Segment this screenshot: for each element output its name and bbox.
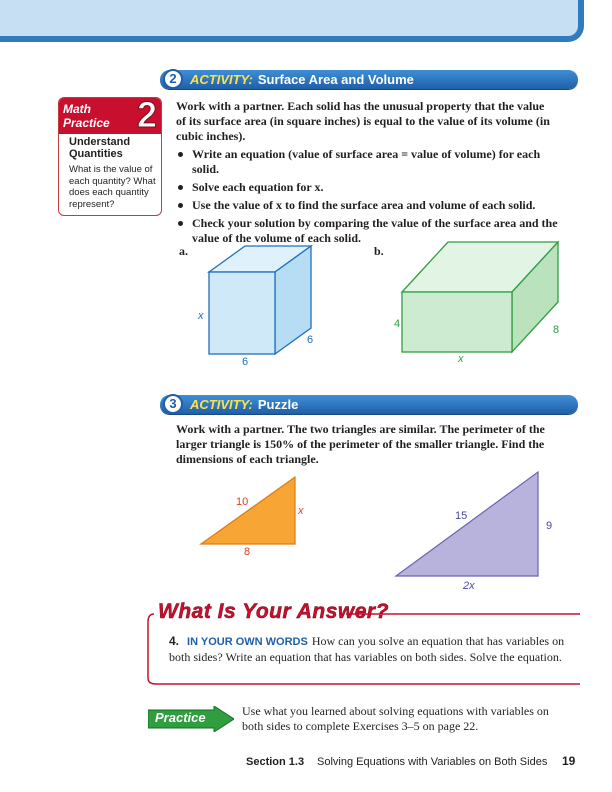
activity-3-keyword: ACTIVITY: bbox=[190, 397, 253, 412]
prism-figure bbox=[398, 236, 562, 360]
cube-front-face bbox=[209, 272, 275, 354]
activity-2-keyword: ACTIVITY: bbox=[190, 72, 253, 87]
activity-2-intro: Work with a partner. Each solid has the unusual property that the value of its surface area (in square inches) is equal to the value of its volume (in cubic inches). bbox=[176, 99, 550, 143]
top-banner bbox=[0, 0, 584, 42]
prism-width-label: x bbox=[458, 353, 464, 365]
page-number: 19 bbox=[562, 754, 576, 768]
activity-3-title bbox=[190, 395, 298, 414]
bullet-item: Solve each equation for x. bbox=[176, 180, 568, 195]
small-triangle-leg-label: x bbox=[298, 505, 304, 517]
prism-height-label: 4 bbox=[394, 318, 401, 330]
answer-lead: IN YOUR OWN WORDS bbox=[187, 636, 308, 648]
practice-label: Practice bbox=[155, 710, 206, 725]
answer-question bbox=[169, 634, 569, 665]
footer-section: Section 1.3 bbox=[246, 756, 305, 768]
math-practice-word1: Math bbox=[63, 102, 91, 116]
answer-heading: What Is Your Answer? bbox=[158, 600, 389, 623]
small-triangle bbox=[195, 474, 305, 548]
large-triangle bbox=[392, 470, 542, 578]
practice-text: Use what you learned about solving equations with variables on both sides to complete Exercises 3–5 on page 22. bbox=[242, 704, 549, 733]
activity-2-number: 2 bbox=[163, 69, 183, 89]
activity-2-bullets bbox=[176, 147, 568, 249]
activity-3-title-text: Puzzle bbox=[257, 397, 299, 412]
math-practice-subtitle: Understand Quantities bbox=[69, 136, 131, 160]
activity-2-title bbox=[190, 70, 414, 89]
large-triangle-leg-label: 9 bbox=[546, 520, 553, 532]
math-practice-box bbox=[58, 97, 162, 216]
answer-text: How can you solve an equation that has variables on both sides? Write an equation that has variables on both sides. Solve the equation. bbox=[169, 634, 565, 664]
activity-2-title-text: Surface Area and Volume bbox=[257, 72, 414, 87]
activity-3-intro: Work with a partner. The two triangles are similar. The perimeter of the larger triangle is 150% of the perimeter of the smaller triangle. Find the dimensions of each triangle. bbox=[176, 422, 545, 466]
footer-title: Solving Equations with Variables on Both Sides bbox=[317, 756, 548, 768]
cube-height-label: x bbox=[198, 310, 204, 322]
cube-depth-label: 6 bbox=[307, 334, 314, 346]
small-triangle-hypotenuse-label: 10 bbox=[236, 496, 249, 508]
math-practice-header bbox=[59, 98, 161, 134]
figure-a-label: a. bbox=[179, 244, 188, 258]
cube-width-label: 6 bbox=[242, 356, 249, 368]
large-triangle-hypotenuse-label: 15 bbox=[455, 510, 468, 522]
math-practice-question: What is the value of each quantity? What does each quantity represent? bbox=[69, 164, 156, 210]
prism-depth-label: 8 bbox=[553, 324, 560, 336]
prism-front-face bbox=[402, 292, 512, 352]
answer-number: 4. bbox=[169, 634, 180, 648]
math-practice-number: 2 bbox=[136, 97, 157, 135]
bullet-item: Check your solution by comparing the value of the surface area and the value of the volume of each solid. bbox=[176, 216, 568, 246]
large-triangle-base-label: 2x bbox=[463, 580, 475, 592]
activity-3-number: 3 bbox=[163, 394, 183, 414]
bullet-item: Write an equation (value of surface area = value of volume) for each solid. bbox=[176, 147, 568, 177]
figure-b-label: b. bbox=[374, 244, 384, 258]
cube-figure bbox=[195, 240, 335, 370]
math-practice-word2: Practice bbox=[63, 116, 110, 130]
bullet-item: Use the value of x to find the surface area and volume of each solid. bbox=[176, 198, 568, 213]
small-triangle-base-label: 8 bbox=[244, 546, 251, 558]
